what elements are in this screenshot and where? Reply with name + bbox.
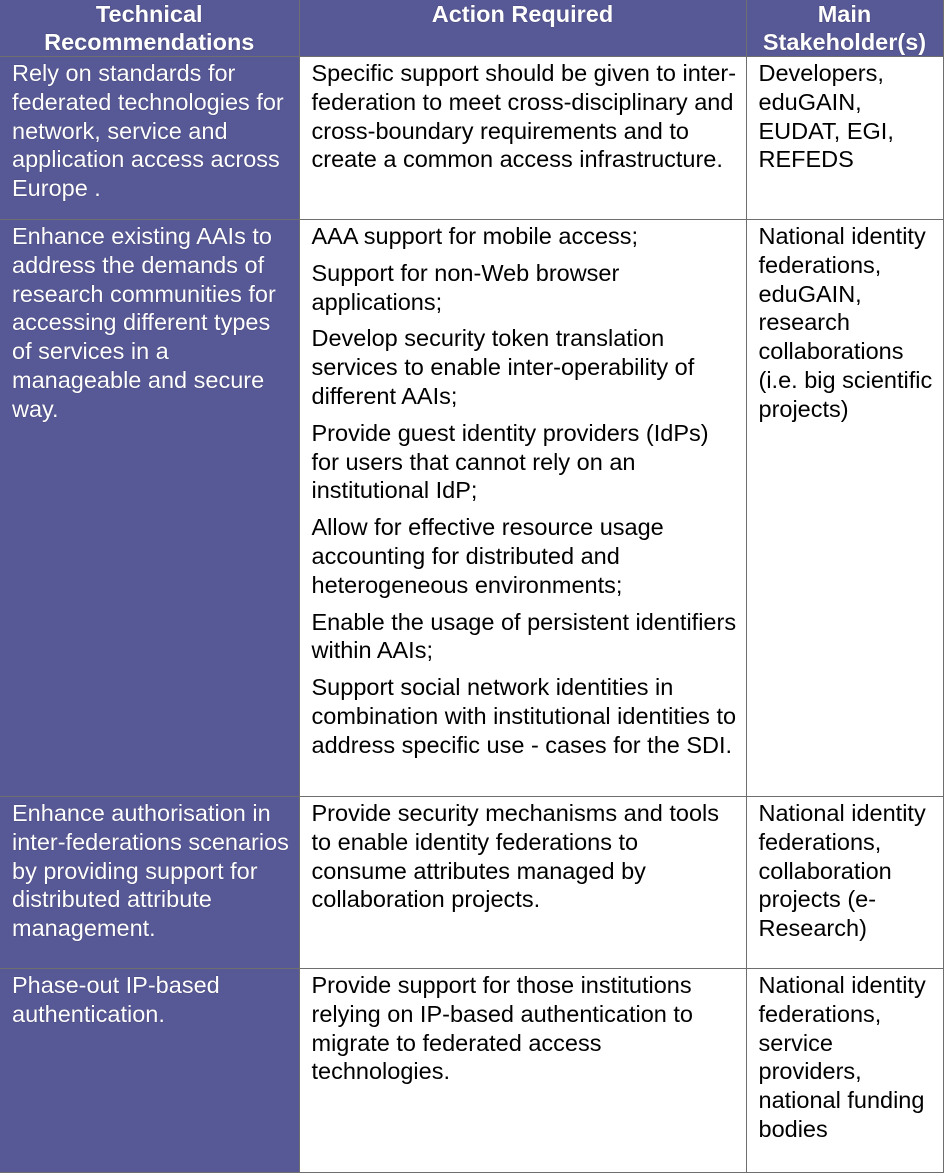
action-item: Develop security token translation services to enable inter-operability of different AAIs; xyxy=(311,325,695,409)
stakeholder-text: National identity federations, service providers, national funding bodies xyxy=(758,972,926,1142)
header-action-required: Action Required xyxy=(299,0,746,57)
table-row xyxy=(0,220,943,797)
action-item: Provide support for those institutions relying on IP-based authentication to migrate to federated access technologies. xyxy=(311,972,693,1085)
action-cell xyxy=(299,797,746,969)
action-item: Provide security mechanisms and tools to enable identity federations to consume attributes managed by collaboration projects. xyxy=(311,800,720,913)
stakeholder-text: Developers, eduGAIN, EUDAT, EGI, REFEDS xyxy=(758,60,894,173)
recommendation-text: Enhance authorisation in inter-federations scenarios by providing support for distributed attribute management. xyxy=(12,800,289,942)
action-cell xyxy=(299,220,746,797)
stakeholder-cell xyxy=(746,797,943,969)
header-technical-recommendations: Technical Recommendations xyxy=(0,0,299,57)
action-item: Allow for effective resource usage accounting for distributed and heterogeneous environments; xyxy=(311,514,664,598)
recommendation-cell xyxy=(0,969,299,1173)
stakeholder-text: National identity federations, collaboration projects (e-Research) xyxy=(758,800,926,942)
table-row xyxy=(0,57,943,220)
recommendation-text: Rely on standards for federated technologies for network, service and application access across Europe . xyxy=(12,60,284,202)
stakeholder-cell xyxy=(746,969,943,1173)
action-item: AAA support for mobile access; xyxy=(311,223,639,249)
stakeholder-cell xyxy=(746,220,943,797)
table-header xyxy=(0,0,943,57)
header-main-stakeholders: Main Stakeholder(s) xyxy=(746,0,943,57)
recommendation-cell xyxy=(0,797,299,969)
recommendation-cell xyxy=(0,220,299,797)
recommendation-cell xyxy=(0,57,299,220)
stakeholder-cell xyxy=(746,57,943,220)
action-item: Support social network identities in combination with institutional identities to address specific use - cases for the SDI. xyxy=(311,674,737,758)
recommendation-text: Enhance existing AAIs to address the demands of research communities for accessing different types of services in a manageable and secure way. xyxy=(12,223,276,422)
action-item: Specific support should be given to inter-federation to meet cross-disciplinary and cross-boundary requirements and to create a common access infrastructure. xyxy=(311,60,737,173)
table-row xyxy=(0,797,943,969)
action-item: Support for non-Web browser applications; xyxy=(311,259,620,315)
action-item: Enable the usage of persistent identifiers within AAIs; xyxy=(311,608,737,664)
table-row xyxy=(0,969,943,1173)
recommendation-text: Phase-out IP-based authentication. xyxy=(12,972,220,1027)
action-cell xyxy=(299,57,746,220)
action-cell xyxy=(299,969,746,1173)
stakeholder-text: National identity federations, eduGAIN, research collaborations (i.e. big scientific projects) xyxy=(758,223,933,422)
action-item: Provide guest identity providers (IdPs) for users that cannot rely on an institutional IdP; xyxy=(311,419,709,504)
